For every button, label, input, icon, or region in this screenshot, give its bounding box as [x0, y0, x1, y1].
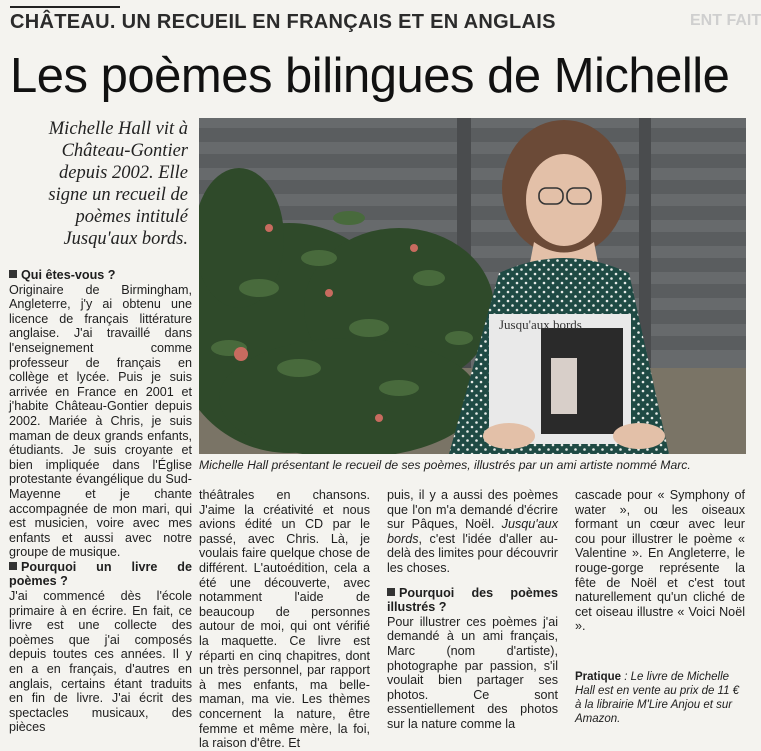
article-photo: [199, 118, 746, 454]
question-bullet: [9, 562, 17, 570]
question-2: [9, 560, 192, 589]
kicker: CHÂTEAU. UN RECUEIL EN FRANÇAIS ET EN ANGLAIS: [10, 11, 556, 33]
practical-info: [575, 670, 745, 726]
book-title-on-photo: Jusqu'aux bords: [499, 317, 582, 332]
answer-3-part-2: cascade pour « Symphony of water », ou les oiseaux formant un cœur avec leur cou pour illustrer le poème « Valentine ». En Angleterre, le rouge-gorge représente la fête de Noël et c'est tout naturellement qu'un cliché de cet oiseau illustre « Voici Noël ».: [575, 488, 745, 634]
answer-3-part-1: Pour illustrer ces poèmes j'ai demandé à un ami français, Marc (nom d'artiste), photographe par passion, s'il voulait bien partager ses photos. Ce sont essentiellement des photos sur la nature comme la: [387, 614, 558, 731]
column-4: [575, 488, 745, 726]
column-3: [387, 488, 558, 732]
answer-2-part-3: puis, il y a aussi des poèmes que l'on m'a demandé d'écrire sur Pâques, Noël. Jusqu'aux bords, c'est l'idée d'aller au-delà des limites pour découvrir les choses.: [387, 488, 558, 575]
headline: Les poèmes bilingues de Michelle: [10, 49, 730, 103]
practical-text: : Le livre de Michelle Hall est en vente au prix de 11 € à la librairie M'Lire Anjou et sur Amazon.: [575, 670, 740, 725]
question-bullet: [9, 270, 17, 278]
answer-1: Originaire de Birmingham, Angleterre, j'y ai obtenu une licence de français littérature anglaise. J'ai travaillé dans l'enseignement comme professeur de français en collège et lycée. Puis je suis arrivée en France en 2001 et j'habite Château-Gontier depuis 2002. Mariée à Chris, je suis maman de deux grands enfants, étudiants. Je suis croyante et bien impliquée dans l'Église protestante évangélique du Sud-Mayenne et je chante accompagnée de mon mari, qui est musicien, voire avec mes enfants et aussi avec notre groupe de musique.: [9, 282, 192, 560]
question-1-text: Qui êtes-vous ?: [21, 268, 116, 282]
question-3: [387, 586, 558, 615]
answer-2-part-1: J'ai commencé dès l'école primaire à en écrire. En fait, ce livre est une collecte des poèmes que j'ai composés depuis toutes ces années. Il y en a en français, d'autres en anglais, certains étant traduits en fin de livre. J'ai écrit des spectacles musicaux, des pièces: [9, 589, 192, 735]
question-bullet: [387, 588, 395, 596]
top-rule: [10, 6, 120, 8]
column-1: [9, 268, 192, 735]
book-title: Jusqu'aux bords: [387, 517, 558, 546]
photo-caption: Michelle Hall présentant le recueil de ses poèmes, illustrés par un ami artiste nommé Marc.: [199, 458, 691, 472]
question-1: [9, 268, 192, 283]
column-2: [199, 488, 370, 751]
question-2-text: Pourquoi un livre de poèmes ?: [9, 559, 192, 589]
question-3-text: Pourquoi des poèmes illustrés ?: [387, 585, 558, 615]
practical-label: Pratique: [575, 670, 622, 683]
adjacent-article-fragment: ENT FAIT: [690, 12, 761, 29]
answer-2-part-2: théâtrales en chansons. J'aime la créativité et nous avions édité un CD par le passé, avec Chris. Là, je voulais faire quelque chose de différent. L'autoédition, cela a été une découverte, avec notamment l'aide de beaucoup de personnes autour de moi, qui ont vérifié la maquette. Ce livre est réparti en cinq chapitres, dont un très personnel, par rapport à mes enfants, ma belle-maman, ma vie. Les thèmes concernent la nature, être femme et même mère, la foi, la raison d'être. Et: [199, 488, 370, 751]
standfirst: Michelle Hall vit à Château-Gontier depuis 2002. Elle signe un recueil de poèmes intitulé Jusqu'aux bords.: [48, 119, 188, 249]
photo-illustration: [199, 118, 746, 454]
